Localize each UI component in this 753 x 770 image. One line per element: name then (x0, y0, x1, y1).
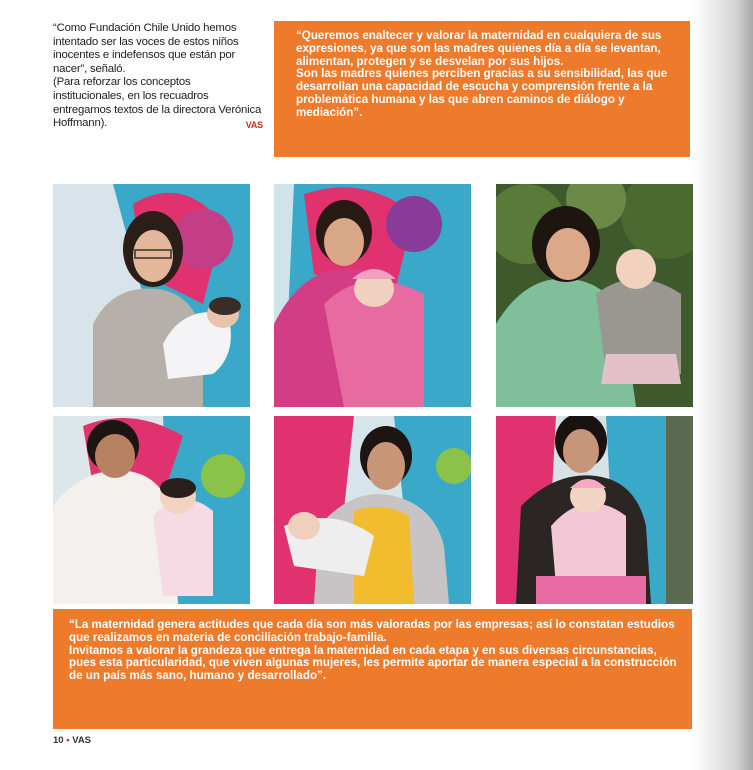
mother-baby-photo-3 (496, 184, 693, 407)
page-edge-shadow (693, 0, 753, 770)
page-footer (53, 735, 91, 746)
mother-baby-photo-6 (496, 416, 693, 604)
quote-top-line2: Son las madres quienes perciben gracias a su sensibilidad, las que desarrollan una capacidad de escucha y comprensión frente a la problemática humana y las que abren caminos de diálogo y mediación”. (296, 67, 668, 119)
intro-note (53, 76, 263, 130)
mother-baby-photo-2 (274, 184, 471, 407)
quote-box-top (274, 21, 690, 157)
intro-credit: VAS (245, 120, 263, 131)
quote-bottom-line2: Invitamos a valorar la grandeza que entrega la maternidad en cada etapa y en sus diversas circunstancias, pues esta particularidad, que viven algunas mujeres, les permite aportar de manera especial a la construcción de un país más sano, humano y desarrollado”. (69, 643, 677, 683)
mother-baby-photo-4 (53, 416, 250, 604)
quote-bottom-line1: “La maternidad genera actitudes que cada día son más valoradas por las empresas; así lo constatan estudios que realizamos en materia de conciliación trabajo-familia. (69, 618, 675, 644)
mother-baby-photo-1 (53, 184, 250, 407)
quote-box-bottom (53, 609, 692, 729)
intro-paragraph: “Como Fundación Chile Unido hemos intentado ser las voces de estos niños inocentes e indefensos que están por nacer”, señaló. (53, 22, 239, 75)
footer-separator: • (66, 735, 70, 746)
quote-top-line1: “Queremos enaltecer y valorar la maternidad en cualquiera de sus expresiones, ya que son las madres quienes día a día se levantan, alimentan, protegen y se desvelan por sus hijos. (296, 29, 662, 68)
intro-text (53, 22, 263, 133)
mother-baby-photo-5 (274, 416, 471, 604)
intro-note-text: (Para reforzar los conceptos institucionales, en los recuadros entregamos textos de la directora Verónica Hoffmann). (53, 76, 262, 130)
page-number: 10 (53, 735, 64, 746)
footer-section: VAS (72, 735, 92, 746)
